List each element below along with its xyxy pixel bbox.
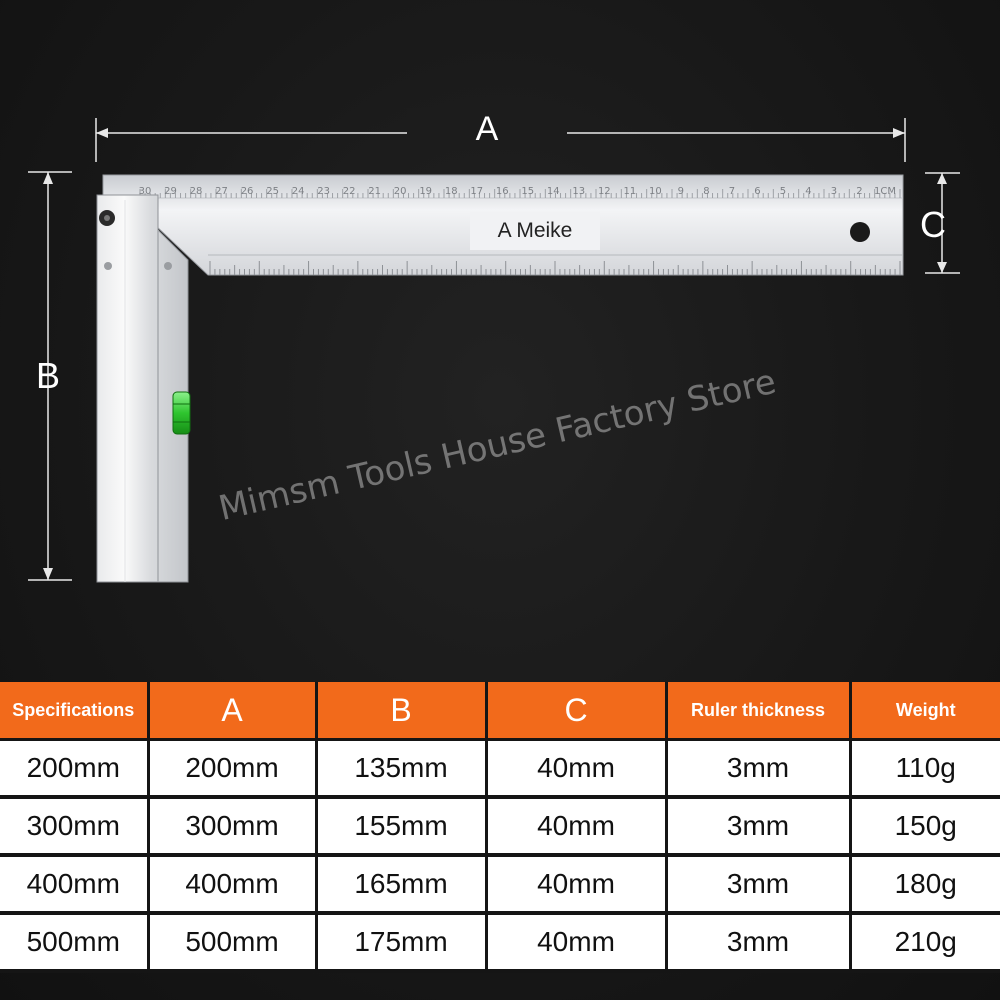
- cell-a: 500mm: [148, 913, 316, 971]
- ruler-scale-label: 12: [597, 186, 611, 197]
- cell-thickness: 3mm: [666, 740, 850, 798]
- header-specifications: Specifications: [0, 682, 148, 740]
- cell-b: 165mm: [316, 855, 486, 913]
- ruler-scale-label: 8: [703, 186, 710, 197]
- header-weight: Weight: [850, 682, 1000, 740]
- cell-specification: 400mm: [0, 855, 148, 913]
- cell-c: 40mm: [486, 740, 666, 798]
- ruler-scale-label: 22: [342, 186, 356, 197]
- cell-thickness: 3mm: [666, 855, 850, 913]
- ruler-scale-label: 6: [754, 186, 761, 197]
- ruler-scale-label: 21: [368, 186, 382, 197]
- table-row: [0, 855, 1000, 913]
- spirit-level-bubble: [173, 392, 190, 434]
- dimension-label-b: B: [36, 355, 61, 396]
- dimension-label-a: [407, 108, 567, 150]
- dimension-a-text: A: [475, 109, 499, 148]
- ruler-scale-label: 28: [189, 186, 203, 197]
- ruler-scale-label: 17: [470, 186, 484, 197]
- ruler-scale-label: 18: [444, 186, 458, 197]
- ruler-scale-label: 3: [830, 186, 838, 197]
- cell-c: 40mm: [486, 913, 666, 971]
- ruler-scale-label: 16: [495, 186, 509, 197]
- ruler-scale-label: 1CM: [874, 186, 896, 197]
- cell-b: 175mm: [316, 913, 486, 971]
- cell-thickness: 3mm: [666, 913, 850, 971]
- dimension-label-c: C: [920, 204, 946, 245]
- cell-thickness: 3mm: [666, 797, 850, 855]
- ruler-scale-label: 15: [521, 186, 535, 197]
- brand-label-text: A Meike: [497, 219, 573, 242]
- ruler-scale-label: 9: [677, 186, 685, 197]
- cell-a: 300mm: [148, 797, 316, 855]
- cell-c: 40mm: [486, 855, 666, 913]
- header-c: C: [486, 682, 666, 740]
- ruler-scale-label: 30: [138, 186, 152, 197]
- ruler-scale-label: 11: [623, 186, 637, 197]
- ruler-scale-label: 10: [648, 186, 662, 197]
- ruler-scale-label: 24: [291, 186, 305, 197]
- ruler-scale-label: 23: [317, 186, 330, 197]
- ruler-scale-label: 26: [240, 186, 254, 197]
- hanging-hole: [850, 222, 870, 242]
- ruler-scale-label: 27: [215, 186, 228, 197]
- cell-c: 40mm: [486, 797, 666, 855]
- cell-a: 400mm: [148, 855, 316, 913]
- cell-specification: 200mm: [0, 740, 148, 798]
- table-header-row: [0, 682, 1000, 740]
- ruler-scale-label: 13: [572, 186, 586, 197]
- ruler-scale-label: 5: [779, 186, 787, 197]
- cell-weight: 150g: [850, 797, 1000, 855]
- table-row: [0, 913, 1000, 971]
- cell-b: 135mm: [316, 740, 486, 798]
- cell-a: 200mm: [148, 740, 316, 798]
- cell-b: 155mm: [316, 797, 486, 855]
- ruler-scale-label: 7: [728, 186, 736, 197]
- ruler-scale-label: 20: [393, 186, 407, 197]
- rivet-icon: [104, 262, 112, 270]
- ruler-scale-label: 2: [856, 186, 863, 197]
- cell-specification: 300mm: [0, 797, 148, 855]
- header-a: A: [148, 682, 316, 740]
- ruler-scale-label: 29: [164, 186, 177, 197]
- watermark-text: Mimsm Tools House Factory Store: [215, 361, 780, 529]
- specification-table: [0, 682, 1000, 973]
- ruler-scale-label: 25: [266, 186, 279, 197]
- ruler-scale-label: 14: [546, 186, 560, 197]
- header-b: B: [316, 682, 486, 740]
- table-row: [0, 797, 1000, 855]
- ruler-scale-label: 19: [419, 186, 433, 197]
- header-ruler-thickness: Ruler thickness: [666, 682, 850, 740]
- brand-label: [470, 212, 600, 250]
- rivet-icon: [164, 262, 172, 270]
- cell-weight: 110g: [850, 740, 1000, 798]
- ruler-handle: [97, 195, 188, 582]
- ruler-scale-label: 4: [805, 186, 812, 197]
- cell-weight: 180g: [850, 855, 1000, 913]
- table-row: [0, 740, 1000, 798]
- cell-specification: 500mm: [0, 913, 148, 971]
- cell-weight: 210g: [850, 913, 1000, 971]
